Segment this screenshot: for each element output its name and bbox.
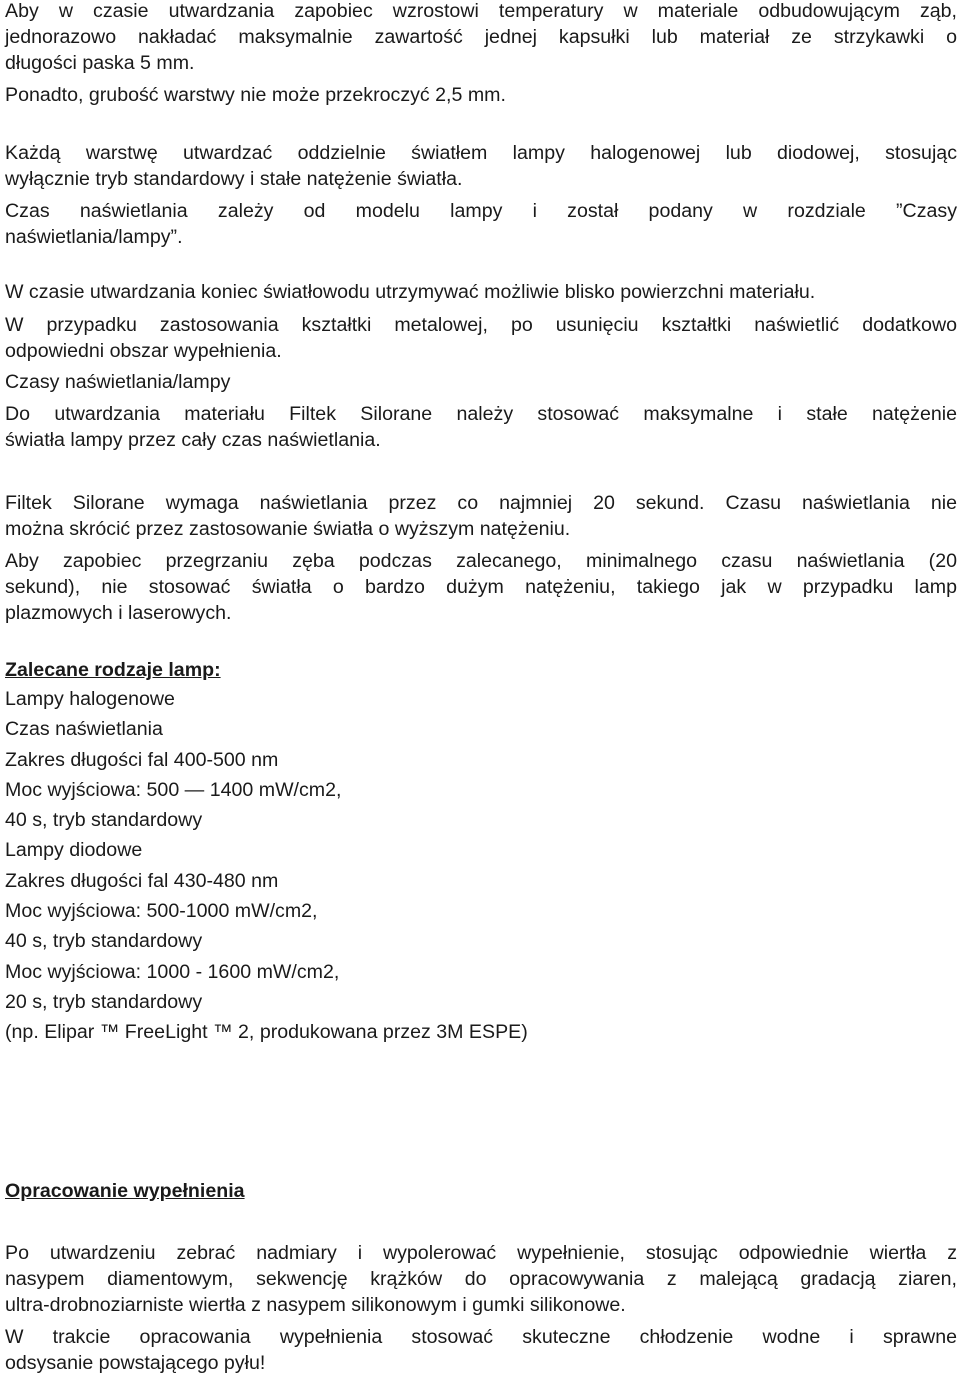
paragraph-line: Ponadto, grubość warstwy nie może przekroczyć 2,5 mm. bbox=[5, 84, 506, 106]
paragraph-line: sekund), nie stosować światła o bardzo dużym natężeniu, takiego jak w przypadku lamp bbox=[5, 576, 957, 598]
paragraph-intensity bbox=[5, 401, 957, 453]
paragraph-line: W czasie utwardzania koniec światłowodu utrzymywać możliwie blisko powierzchni materiału. bbox=[5, 281, 816, 303]
list-item: (np. Elipar ™ FreeLight ™ 2, produkowana przez 3M ESPE) bbox=[5, 1021, 528, 1044]
paragraph-line: Filtek Silorane wymaga naświetlania przez co najmniej 20 sekund. Czasu naświetlania nie bbox=[5, 492, 957, 514]
list-item: Czas naświetlania bbox=[5, 718, 163, 741]
list-item: 20 s, tryb standardowy bbox=[5, 990, 203, 1013]
paragraph-line: Aby zapobiec przegrzaniu zęba podczas zalecanego, minimalnego czasu naświetlania (20 bbox=[5, 550, 957, 572]
paragraph-line: W trakcie opracowania wypełnienia stosować skuteczne chłodzenie wodne i sprawne bbox=[5, 1326, 957, 1348]
paragraph-line: nasypem diamentowym, sekwencję krążków do opracowywania z malejącą gradacją ziaren, bbox=[5, 1268, 957, 1290]
lamps-heading bbox=[5, 657, 957, 683]
paragraph-line: Do utwardzania materiału Filtek Silorane należy stosować maksymalne i stałe natężenie bbox=[5, 403, 957, 425]
list-item: Zakres długości fal 430-480 nm bbox=[5, 869, 279, 892]
paragraph-line: Po utwardzeniu zebrać nadmiary i wypolerować wypełnienie, stosując odpowiednie wiertła z bbox=[5, 1242, 957, 1264]
list-item: 40 s, tryb standardowy bbox=[5, 930, 203, 953]
paragraph-layer-size bbox=[5, 0, 957, 76]
list-item: Moc wyjściowa: 1000 - 1600 mW/cm2, bbox=[5, 960, 340, 983]
paragraph-exposure-time bbox=[5, 198, 957, 250]
paragraph-line: plazmowych i laserowych. bbox=[5, 602, 232, 624]
list-item: Lampy diodowe bbox=[5, 839, 143, 862]
paragraph-line: długości paska 5 mm. bbox=[5, 52, 195, 74]
paragraph-line: można skrócić przez zastosowanie światła o wyższym natężeniu. bbox=[5, 518, 571, 540]
paragraph-line: jednorazowo nakładać maksymalnie zawartość jednej kapsułki lub materiał ze strzykawki o bbox=[5, 26, 957, 48]
paragraph-overheating bbox=[5, 548, 957, 626]
paragraph-line: wyłącznie tryb standardowy i stałe natężenie światła. bbox=[5, 168, 463, 190]
paragraph-line: Każdą warstwę utwardzać oddzielnie światłem lampy halogenowej lub diodowej, stosując bbox=[5, 142, 957, 164]
paragraph-line: odpowiedni obszar wypełnienia. bbox=[5, 340, 282, 362]
list-item: Moc wyjściowa: 500 ― 1400 mW/cm2, bbox=[5, 778, 342, 801]
list-item: 40 s, tryb standardowy bbox=[5, 809, 203, 832]
finishing-heading bbox=[5, 1178, 957, 1204]
list-item: Moc wyjściowa: 500-1000 mW/cm2, bbox=[5, 900, 318, 923]
paragraph-layer-thickness bbox=[5, 82, 957, 108]
subheading-exposure-times bbox=[5, 369, 957, 395]
paragraph-line: odsysanie powstającego pyłu! bbox=[5, 1352, 266, 1374]
paragraph-cooling bbox=[5, 1324, 957, 1376]
paragraph-metal-matrix bbox=[5, 312, 957, 364]
section-heading: Zalecane rodzaje lamp: bbox=[5, 659, 221, 681]
section-heading: Opracowanie wypełnienia bbox=[5, 1180, 245, 1202]
paragraph-line: Czas naświetlania zależy od modelu lampy i został podany w rozdziale ”Czasy bbox=[5, 200, 957, 222]
paragraph-polishing bbox=[5, 1240, 957, 1318]
paragraph-line: naświetlania/lampy”. bbox=[5, 226, 183, 248]
paragraph-line: W przypadku zastosowania kształtki metalowej, po usunięciu kształtki naświetlić dodatkowo bbox=[5, 314, 957, 336]
list-item: Zakres długości fal 400-500 nm bbox=[5, 748, 279, 771]
paragraph-line: Czasy naświetlania/lampy bbox=[5, 371, 231, 393]
paragraph-minimum-time bbox=[5, 490, 957, 542]
paragraph-curing-each-layer bbox=[5, 140, 957, 192]
paragraph-light-guide bbox=[5, 279, 957, 305]
list-item: Lampy halogenowe bbox=[5, 688, 175, 710]
paragraph-line: ultra-drobnoziarniste wiertła z nasypem silikonowym i gumki silikonowe. bbox=[5, 1294, 626, 1316]
paragraph-line: światła lampy przez cały czas naświetlania. bbox=[5, 429, 381, 451]
lamps-list bbox=[5, 684, 957, 1048]
paragraph-line: Aby w czasie utwardzania zapobiec wzrostowi temperatury w materiale odbudowującym ząb, bbox=[5, 0, 957, 22]
